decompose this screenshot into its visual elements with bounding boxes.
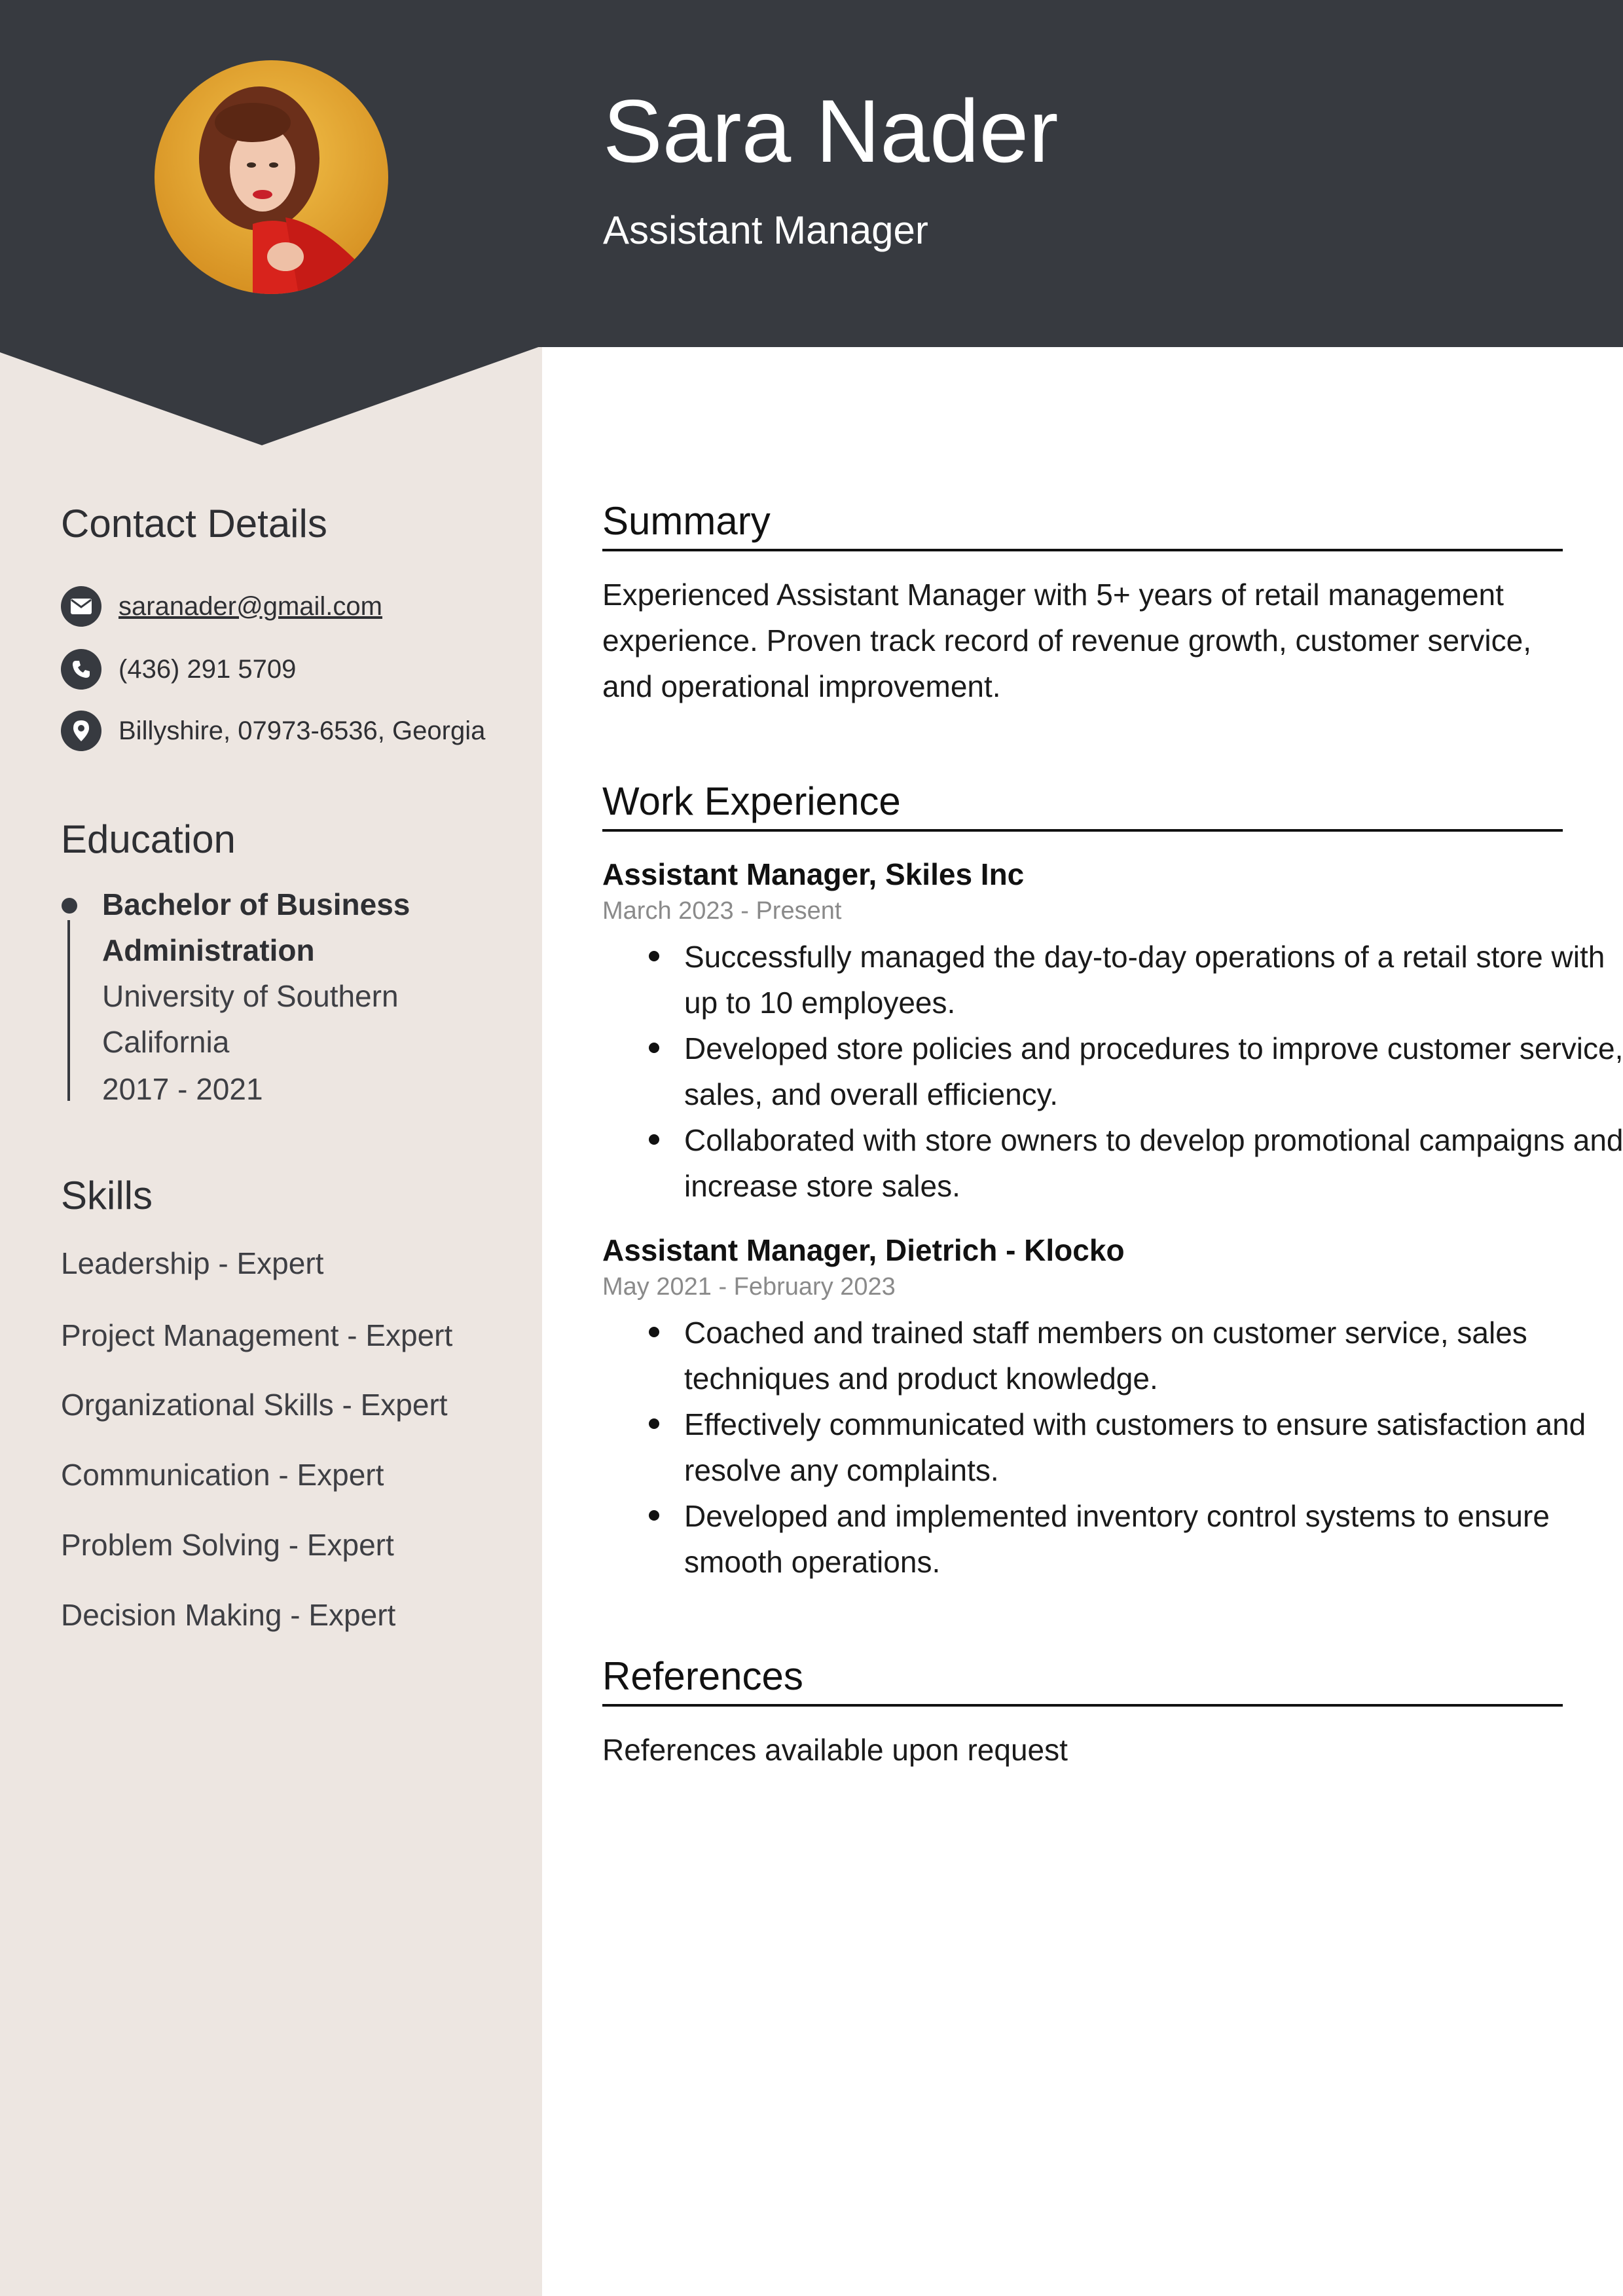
skill-item: Problem Solving - Expert (61, 1528, 394, 1562)
education-school: University of Southern California (102, 979, 399, 1059)
education-timeline-line (67, 920, 70, 1101)
skill-item: Communication - Expert (61, 1458, 384, 1492)
skill-item: Project Management - Expert (61, 1318, 453, 1352)
education-years: 2017 - 2021 (102, 1072, 263, 1106)
references-divider (602, 1704, 1563, 1707)
work-experience-divider (602, 829, 1563, 832)
job-bullet: Developed and implemented inventory control systems to ensure smooth operations. (684, 1493, 1623, 1585)
summary-heading: Summary (602, 499, 771, 543)
job-bullet: Developed store policies and procedures to improve customer service, sales, and overall efficiency. (684, 1026, 1623, 1117)
job-bullet: Effectively communicated with customers to ensure satisfaction and resolve any complaints. (684, 1401, 1623, 1493)
work-experience-heading: Work Experience (602, 779, 901, 823)
location-pin-icon (61, 711, 101, 751)
job-title: Assistant Manager, Skiles Inc (602, 857, 1025, 891)
references-text: References available upon request (602, 1733, 1068, 1767)
job-bullet: Coached and trained staff members on customer service, sales techniques and product knowledge. (684, 1310, 1623, 1401)
summary-divider (602, 549, 1563, 551)
skill-item: Organizational Skills - Expert (61, 1388, 448, 1422)
education-timeline-dot (62, 898, 77, 914)
resume-header (0, 0, 1623, 347)
profile-photo (155, 60, 388, 294)
mail-icon (61, 586, 101, 627)
references-heading: References (602, 1654, 803, 1698)
job-dates: May 2021 - February 2023 (602, 1273, 896, 1301)
phone-icon (61, 649, 101, 690)
skill-item: Leadership - Expert (61, 1246, 324, 1280)
contact-heading: Contact Details (61, 502, 327, 546)
job-bullets (602, 934, 1623, 1209)
contact-email-row[interactable] (61, 586, 382, 627)
job-title: Assistant Manager, Dietrich - Klocko (602, 1233, 1125, 1267)
education-degree: Bachelor of Business Administration (102, 887, 410, 967)
job-dates: March 2023 - Present (602, 897, 842, 925)
skills-heading: Skills (61, 1174, 153, 1217)
header-chevron (0, 346, 542, 448)
education-heading: Education (61, 817, 236, 861)
address: Billyshire, 07973-6536, Georgia (119, 716, 486, 745)
candidate-name: Sara Nader (603, 81, 1059, 181)
candidate-title: Assistant Manager (603, 208, 928, 252)
email-link[interactable]: saranader@gmail.com (119, 591, 382, 621)
summary-text: Experienced Assistant Manager with 5+ years of retail management experience. Proven track record of revenue growth, customer service, and operational improvement. (602, 578, 1531, 703)
phone-number: (436) 291 5709 (119, 654, 297, 684)
skill-item: Decision Making - Expert (61, 1598, 396, 1632)
contact-address-row (61, 711, 485, 751)
job-bullet: Collaborated with store owners to develop promotional campaigns and increase store sales. (684, 1117, 1623, 1209)
job-bullet: Successfully managed the day-to-day operations of a retail store with up to 10 employees. (684, 934, 1623, 1026)
job-bullets (602, 1310, 1623, 1585)
contact-phone-row (61, 649, 296, 690)
